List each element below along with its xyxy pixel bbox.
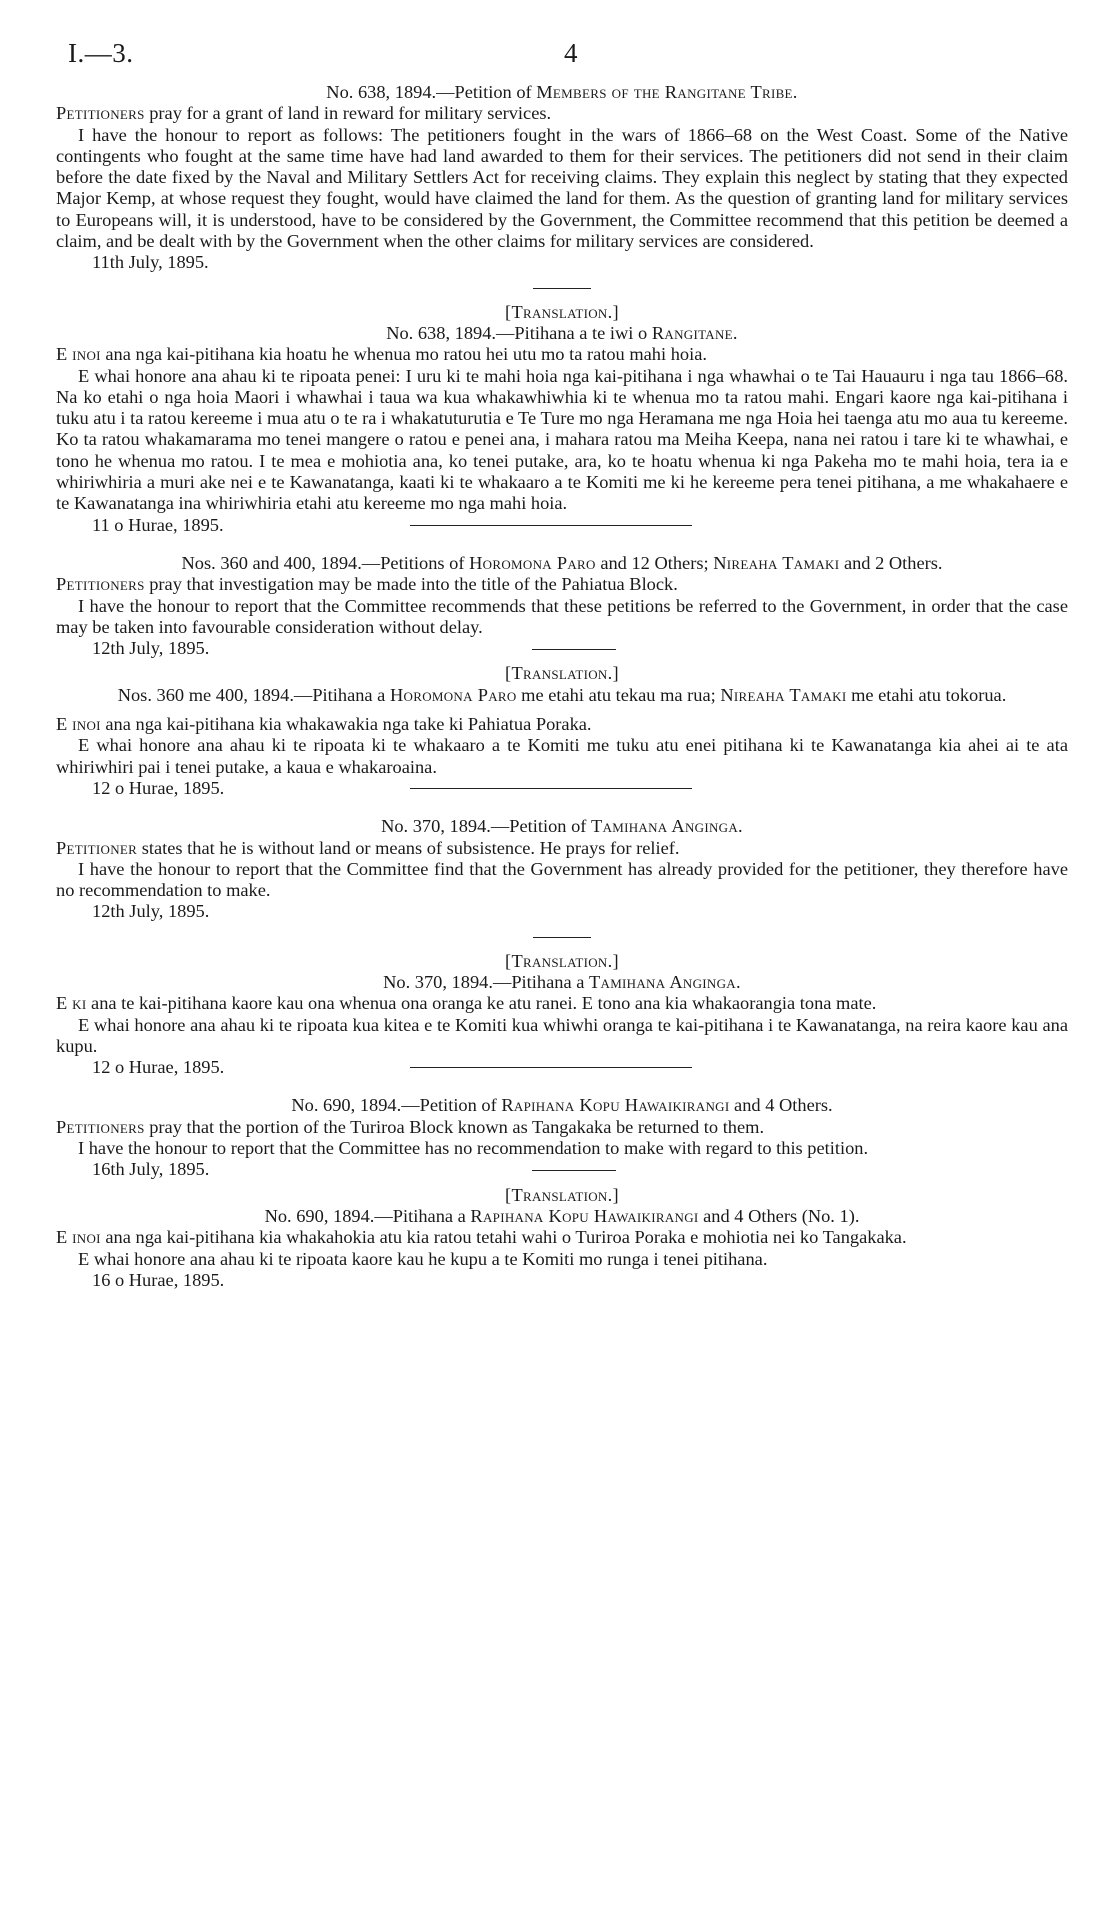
petition-360-400 <box>56 553 1068 799</box>
translation-label: [Translation.] <box>505 1184 619 1205</box>
petition-prayer: Petitioners pray that investigation may be made into the title of the Pahiatua Block. <box>56 574 678 595</box>
report-date: 12th July, 1895. <box>92 901 210 922</box>
section-divider <box>410 1067 692 1068</box>
report-date: 12th July, 1895. <box>92 638 210 659</box>
report-date: 16th July, 1895. <box>92 1159 210 1180</box>
translation-report: E whai honore ana ahau ki te ripoata ki te whakaaro a te Komiti me tuku atu enei pitihana ki te Kawanatanga kia ahei ai te ata whiriwhiri pai i tenei putake, a kaua e whakaroaina. <box>56 735 1068 777</box>
report-date-row <box>56 638 1068 659</box>
translation-date: 16 o Hurae, 1895. <box>92 1269 225 1290</box>
page-header <box>56 36 1068 76</box>
committee-report: I have the honour to report that the Committee find that the Government has already provided for the petitioner, they therefore have no recommendation to make. <box>56 858 1068 901</box>
document-reference: I.—3. <box>68 38 134 68</box>
divider <box>533 937 591 938</box>
translation-title: No. 690, 1894.—Pitihana a Rapihana Kopu Hawaikirangi and 4 Others (No. 1). <box>264 1205 860 1226</box>
committee-report: I have the honour to report that the Committee recommends that these petitions be referred to the Government, in order that the case may be taken into favourable consideration without delay. <box>56 595 1068 637</box>
committee-report: I have the honour to report that the Committee has no recommendation to make with regard to this petition. <box>78 1138 869 1159</box>
translation-title: Nos. 360 me 400, 1894.—Pitihana a Horomona Paro me etahi atu tekau ma rua; Nireaha Tamaki me etahi atu tokorua. <box>117 684 1007 705</box>
translation-date: 11 o Hurae, 1895. <box>92 514 224 535</box>
petition-690 <box>56 1095 1068 1291</box>
translation-title: No. 370, 1894.—Pitihana a Tamihana Anginga. <box>383 971 741 992</box>
section-divider <box>410 525 692 526</box>
petition-title: Nos. 360 and 400, 1894.—Petitions of Horomona Paro and 12 Others; Nireaha Tamaki and 2 Others. <box>181 552 943 573</box>
report-date: 11th July, 1895. <box>92 252 209 273</box>
divider <box>532 1170 616 1171</box>
petition-prayer: Petitioner states that he is without land or means of subsistence. He prays for relief. <box>56 837 680 858</box>
translation-report: E whai honore ana ahau ki te ripoata penei: I uru ki te mahi hoia nga kai-pitihana i nga whawhai o te Tai Hauauru i nga tau 1866–68. Na ko etahi o nga hoia Maori i whawhai i taua wa kua whakawhiwhia ki te whenua mo ta ratou mahi. Engari kaore nga kai-pitihana i tuku atu i ta ratou kereeme i mua atu o te ra i whakatuturutia e Te Ture mo nga Heramana me nga Hoia hei taenga atu mo aua tu kereeme. Ko ta ratou whakamarama mo tenei mangere o ratou e penei ana, i mahara ratou ma Meiha Keepa, nana nei ratou i tare ki te whawhai, e tono he whenua mo ratou. I te mea e mohiotia ana, ko tenei putake, ara, ko te hoatu whenua ki nga Pakeha mo te mahi hoia, tera ia e whiriwhiria a muri ake nei e te Kawanatanga, kaati ki te whakaaro a te Komiti me ki he kereeme pera tenei pitihana, a me whakahaere e te Kawanatanga ina whiriwhiria etahi atu kereeme mo nga mahi hoia. <box>56 365 1068 514</box>
petition-370 <box>56 816 1068 1078</box>
translation-prayer: E inoi ana nga kai-pitihana kia whakahokia atu kia ratou tetahi wahi o Turiroa Poraka e mohiotia nei ko Tangakaka. <box>56 1227 907 1248</box>
report-date-row <box>56 1159 1068 1180</box>
translation-prayer: E inoi ana nga kai-pitihana kia whakawakia nga take ki Pahiatua Poraka. <box>56 714 592 735</box>
translation-label: [Translation.] <box>505 950 619 971</box>
translation-label: [Translation.] <box>505 663 619 684</box>
translation-date: 12 o Hurae, 1895. <box>92 1057 225 1078</box>
translation-report: E whai honore ana ahau ki te ripoata kua kitea e te Komiti kua whiwhi oranga te kai-pitihana i te Kawanatanga, na reira kaore kau ana kupu. <box>56 1014 1068 1056</box>
translation-report: E whai honore ana ahau ki te ripoata kaore kau he kupu a te Komiti mo runga i tenei pitihana. <box>78 1248 768 1269</box>
translation-label: [Translation.] <box>505 301 619 322</box>
translation-date-row <box>56 515 1068 536</box>
page-number: 4 <box>564 38 578 68</box>
petition-prayer: Petitioners pray that the portion of the Turiroa Block known as Tangakaka be returned to them. <box>56 1116 765 1137</box>
petition-title: No. 370, 1894.—Petition of Tamihana Anginga. <box>381 816 743 837</box>
translation-date-row <box>56 1057 1068 1078</box>
translation-date-row <box>56 778 1068 799</box>
petition-638 <box>56 82 1068 536</box>
document-page <box>56 36 1068 1291</box>
translation-title: No. 638, 1894.—Pitihana a te iwi o Rangitane. <box>386 322 738 343</box>
committee-report: I have the honour to report as follows: The petitioners fought in the wars of 1866–68 on the West Coast. Some of the Native contingents who fought at the same time have had land awarded to them for their services. The petitioners did not send in their claim before the date fixed by the Naval and Military Settlers Act for receiving claims. They explain this neglect by stating that they expected Major Kemp, at whose request they fought, would have claimed the land for them. As the question of granting land for military services to Europeans will, it is understood, have to be considered by the Government, the Committee recommend that this petition be deemed a claim, and be dealt with by the Government when the other claims for military services are considered. <box>56 124 1068 252</box>
translation-date: 12 o Hurae, 1895. <box>92 777 225 798</box>
divider <box>533 288 591 289</box>
petition-title: No. 638, 1894.—Petition of Members of the Rangitane Tribe. <box>326 82 798 102</box>
translation-prayer: E ki ana te kai-pitihana kaore kau ona whenua ona oranga ke atu ranei. E tono ana kia whakaorangia tona mate. <box>56 993 877 1014</box>
section-divider <box>410 788 692 789</box>
divider <box>532 649 616 650</box>
petition-title: No. 690, 1894.—Petition of Rapihana Kopu Hawaikirangi and 4 Others. <box>291 1095 833 1116</box>
translation-prayer: E inoi ana nga kai-pitihana kia hoatu he whenua mo ratou hei utu mo ta ratou mahi hoia. <box>56 344 707 365</box>
petition-prayer: Petitioners pray for a grant of land in reward for military services. <box>56 103 552 124</box>
